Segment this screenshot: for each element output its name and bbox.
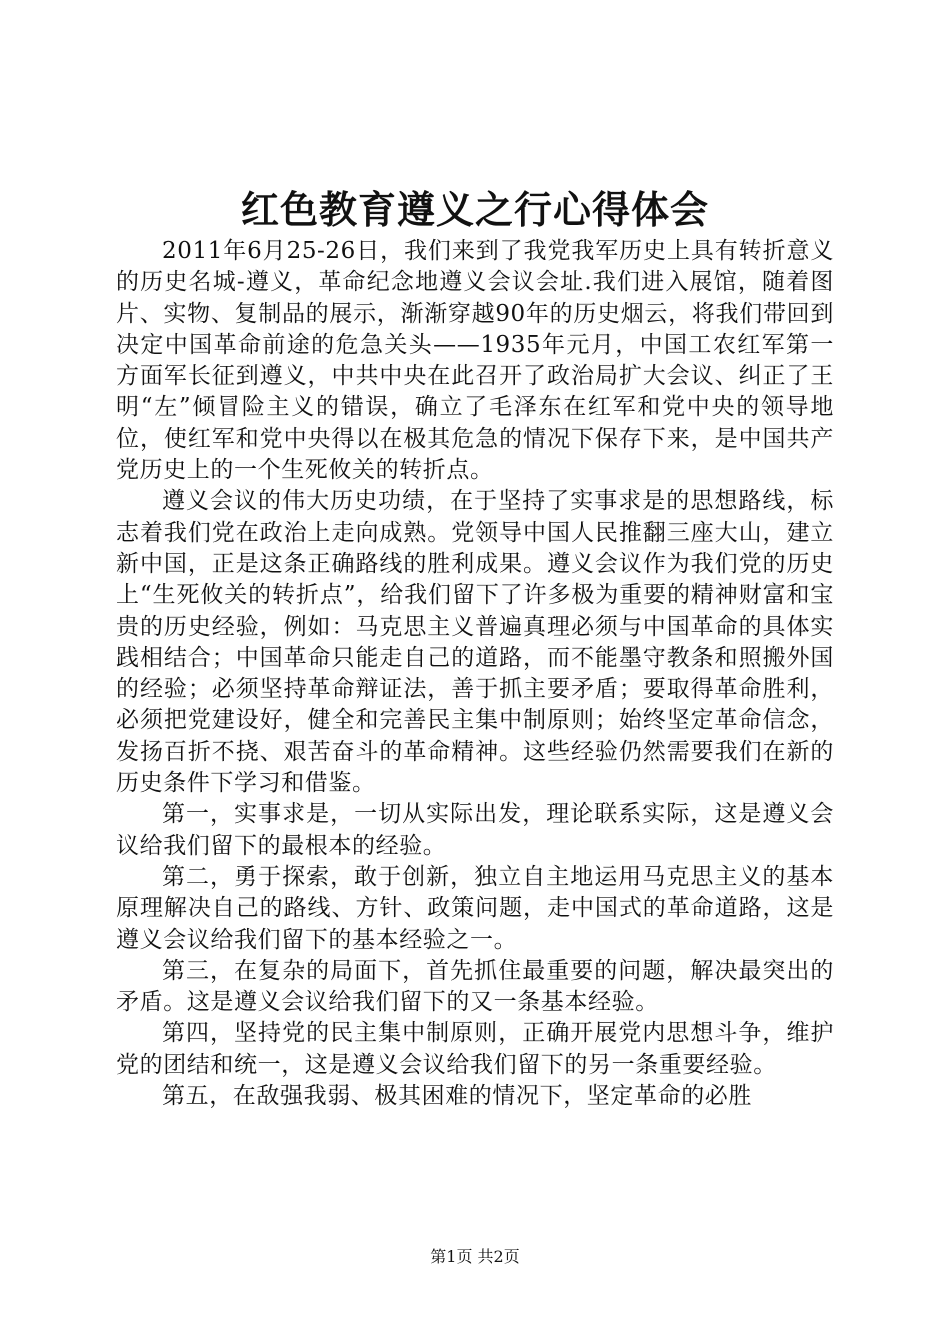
document-body: [116, 236, 834, 1112]
paragraph-point-4: 第四，坚持党的民主集中制原则，正确开展党内思想斗争，维护党的团结和统一，这是遵义会议给我们留下的另一条重要经验。: [116, 1020, 834, 1078]
paragraph-achievement: 遵义会议的伟大历史功绩，在于坚持了实事求是的思想路线，标志着我们党在政治上走向成熟。党领导中国人民推翻三座大山，建立新中国，正是这条正确路线的胜利成果。遵义会议作为我们党的历史上“生死攸关的转折点”，给我们留下了许多极为重要的精神财富和宝贵的历史经验，例如：马克思主义普遍真理必须与中国革命的具体实践相结合；中国革命只能走自己的道路，而不能墨守教条和照搬外国的经验；必须坚持革命辩证法，善于抓主要矛盾；要取得革命胜利，必须把党建设好，健全和完善民主集中制原则；始终坚定革命信念，发扬百折不挠、艰苦奋斗的革命精神。这些经验仍然需要我们在新的历史条件下学习和借鉴。: [116, 488, 834, 797]
paragraph-intro: 2011年6月25-26日，我们来到了我党我军历史上具有转折意义的历史名城-遵义，革命纪念地遵义会议会址.我们进入展馆，随着图片、实物、复制品的展示，渐渐穿越90年的历史烟云，将我们带回到决定中国革命前途的危急关头——1935年元月，中国工农红军第一方面军长征到遵义，中共中央在此召开了政治局扩大会议、纠正了王明“左”倾冒险主义的错误，确立了毛泽东在红军和党中央的领导地位，使红军和党中央得以在极其危急的情况下保存下来，是中国共产党历史上的一个生死攸关的转折点。: [116, 238, 834, 484]
paragraph-point-3: 第三，在复杂的局面下，首先抓住最重要的问题，解决最突出的矛盾。这是遵义会议给我们留下的又一条基本经验。: [116, 957, 834, 1016]
paragraph-point-5: 第五，在敌强我弱、极其困难的情况下，坚定革命的必胜: [162, 1083, 752, 1110]
paragraph-point-1: 第一，实事求是，一切从实际出发，理论联系实际，这是遵义会议给我们留下的最根本的经验。: [116, 801, 834, 859]
document-title: 红色教育遵义之行心得体会: [240, 187, 709, 232]
paragraph-point-2: 第二，勇于探索，敢于创新，独立自主地运用马克思主义的基本原理解决自己的路线、方针、政策问题，走中国式的革命道路，这是遵义会议给我们留下的基本经验之一。: [116, 863, 834, 953]
page-footer: 第1页 共2页: [430, 1247, 520, 1266]
